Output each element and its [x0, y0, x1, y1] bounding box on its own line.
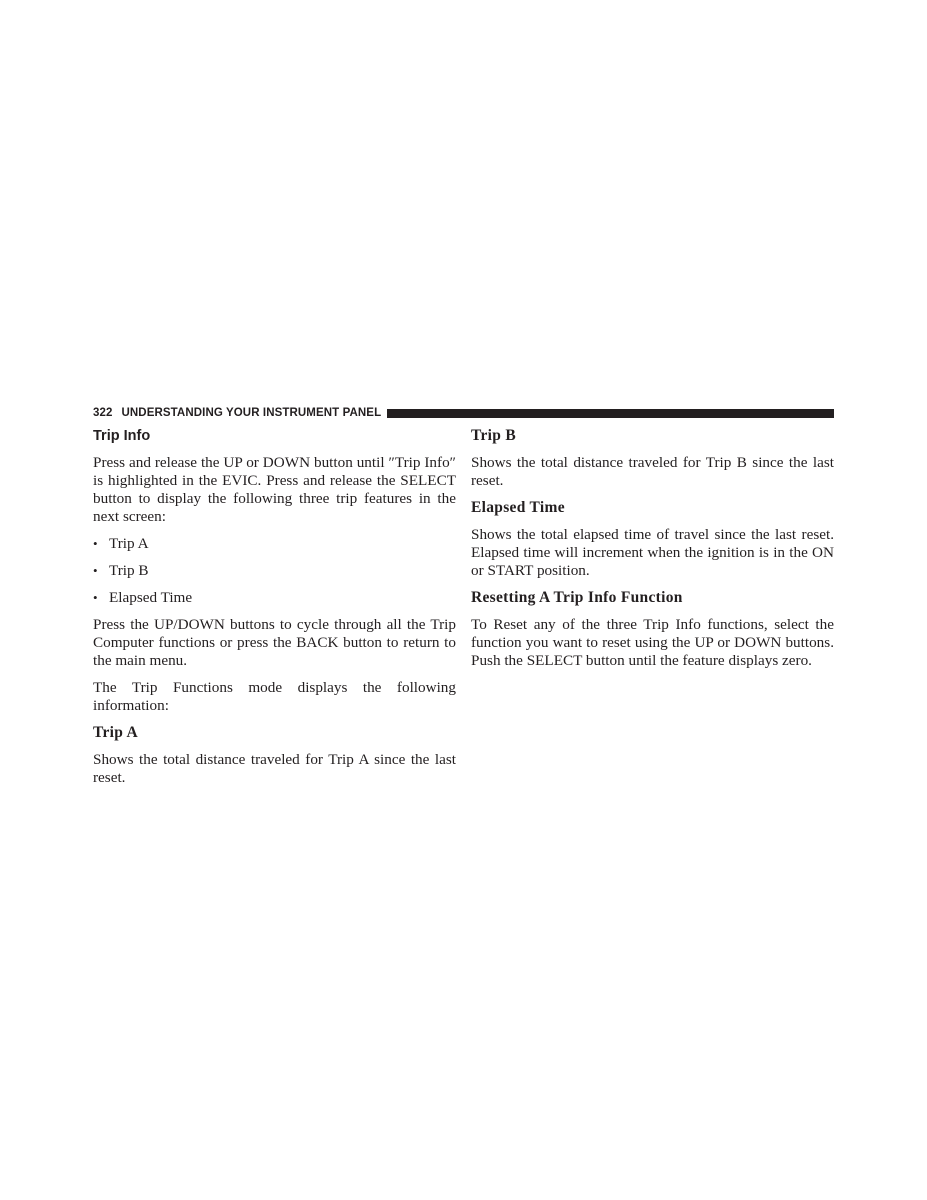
trip-a-text: Shows the total distance traveled for Trip A since the last reset. — [93, 751, 456, 786]
reset-heading: Resetting A Trip Info Function — [471, 589, 683, 606]
list-item — [93, 562, 456, 580]
trip-b-text: Shows the total distance traveled for Trip B since the last reset. — [471, 454, 834, 489]
elapsed-time-heading: Elapsed Time — [471, 499, 565, 516]
right-column — [471, 425, 834, 670]
reset-text: To Reset any of the three Trip Info functions, select the function you want to reset using the UP or DOWN buttons. Push the SELECT button until the feature displays zero. — [471, 616, 834, 669]
bullet-icon: • — [93, 536, 98, 551]
list-item — [93, 589, 456, 607]
running-head: UNDERSTANDING YOUR INSTRUMENT PANEL — [121, 407, 382, 419]
left-column — [93, 425, 456, 787]
list-item-label: Trip A — [109, 535, 149, 552]
bullet-icon: • — [93, 590, 98, 605]
page-header — [93, 405, 834, 421]
trip-b-heading: Trip B — [471, 427, 517, 444]
trip-info-para3: The Trip Functions mode displays the following information: — [93, 679, 456, 714]
list-item-label: Trip B — [109, 562, 149, 579]
trip-info-heading: Trip Info — [93, 428, 151, 444]
header-rule — [387, 409, 834, 418]
list-item-label: Elapsed Time — [109, 589, 193, 606]
trip-info-para2: Press the UP/DOWN buttons to cycle through all the Trip Computer functions or press the BACK button to return to the main menu. — [93, 616, 456, 669]
trip-info-intro: Press and release the UP or DOWN button until ″Trip Info″ is highlighted in the EVIC. Press and release the SELECT button to display the following three trip features in the next screen: — [93, 454, 456, 525]
elapsed-time-text: Shows the total elapsed time of travel since the last reset. Elapsed time will increment when the ignition is in the ON or START position. — [471, 526, 834, 579]
list-item — [93, 535, 456, 553]
bullet-icon: • — [93, 563, 98, 578]
page-number: 322 — [93, 407, 113, 419]
trip-a-heading: Trip A — [93, 724, 139, 741]
